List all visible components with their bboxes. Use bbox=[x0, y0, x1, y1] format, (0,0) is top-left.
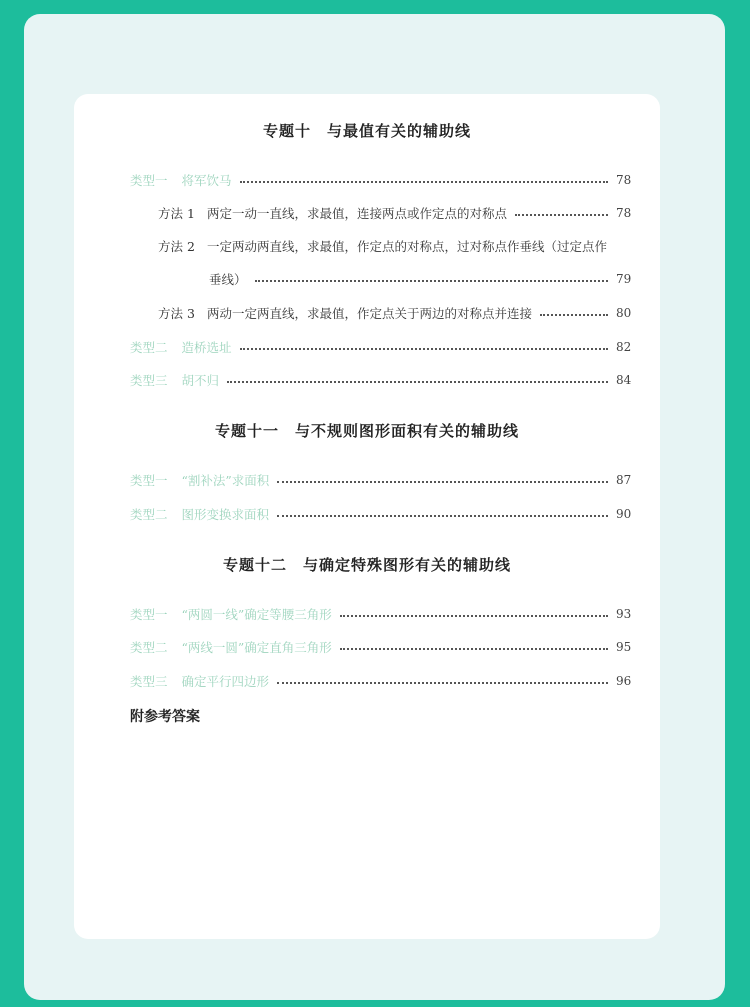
page-number: 95 bbox=[616, 640, 632, 654]
leader-dots bbox=[240, 181, 608, 183]
toc-entry[interactable] bbox=[158, 236, 630, 256]
leader-dots bbox=[227, 381, 608, 383]
leader-dots bbox=[277, 481, 608, 483]
entry-label: 类型二 bbox=[130, 640, 168, 655]
toc-entry[interactable] bbox=[130, 170, 630, 190]
entry-label: 方法 3 bbox=[158, 306, 195, 321]
toc-entry[interactable] bbox=[130, 337, 630, 357]
entry-label: 类型三 bbox=[130, 373, 168, 388]
toc-entry[interactable] bbox=[158, 203, 630, 223]
entry-label: 类型一 bbox=[130, 607, 168, 622]
toc-entry-continuation[interactable] bbox=[209, 269, 630, 289]
section-title: 专题十 与最值有关的辅助线 bbox=[262, 122, 471, 140]
entry-label: 类型二 bbox=[130, 340, 168, 355]
page-number: 80 bbox=[616, 306, 632, 320]
toc-entry[interactable] bbox=[130, 504, 630, 524]
page-number: 78 bbox=[616, 173, 632, 187]
leader-dots bbox=[340, 615, 608, 617]
entry-text: “两圆一线”确定等腰三角形 bbox=[181, 607, 332, 622]
entry-label: 类型一 bbox=[130, 173, 168, 188]
toc-entry[interactable] bbox=[130, 470, 630, 490]
entry-label: 类型二 bbox=[130, 507, 168, 522]
contents-page bbox=[74, 94, 660, 939]
entry-text: “两线一圆”确定直角三角形 bbox=[181, 640, 332, 655]
page-number: 84 bbox=[616, 373, 632, 387]
leader-dots bbox=[540, 314, 608, 316]
page-number: 90 bbox=[616, 507, 632, 521]
page-number: 96 bbox=[616, 674, 632, 688]
leader-dots bbox=[277, 682, 608, 684]
section-title: 专题十二 与确定特殊图形有关的辅助线 bbox=[222, 556, 511, 574]
toc-entry[interactable] bbox=[130, 370, 630, 390]
leader-dots bbox=[277, 515, 608, 517]
entry-text: 图形变换求面积 bbox=[181, 507, 270, 522]
toc-entry[interactable] bbox=[130, 637, 630, 657]
entry-text: “割补法”求面积 bbox=[181, 473, 270, 488]
entry-text: 一定两动两直线，求最值，作定点的对称点，过对称点作垂线（过定点作 bbox=[206, 239, 607, 254]
entry-label: 类型一 bbox=[130, 473, 168, 488]
page-number: 78 bbox=[616, 206, 632, 220]
entry-label: 方法 2 bbox=[158, 239, 195, 254]
entry-label: 类型三 bbox=[130, 674, 168, 689]
toc-entry[interactable] bbox=[158, 303, 630, 323]
leader-dots bbox=[255, 280, 608, 282]
page-number: 82 bbox=[616, 340, 632, 354]
toc-entry[interactable] bbox=[130, 604, 630, 624]
entry-text: 垂线） bbox=[209, 272, 247, 287]
entry-text: 造桥选址 bbox=[181, 340, 232, 355]
leader-dots bbox=[515, 214, 608, 216]
page-number: 79 bbox=[616, 272, 632, 286]
appendix-answers-link[interactable]: 附参考答案 bbox=[130, 709, 200, 725]
leader-dots bbox=[340, 648, 608, 650]
entry-text: 将军饮马 bbox=[181, 173, 232, 188]
page-number: 87 bbox=[616, 473, 632, 487]
entry-text: 两定一动一直线，求最值，连接两点或作定点的对称点 bbox=[206, 206, 507, 221]
page-number: 93 bbox=[616, 607, 632, 621]
entry-label: 方法 1 bbox=[158, 206, 195, 221]
entry-text: 胡不归 bbox=[181, 373, 220, 388]
entry-text: 两动一定两直线，求最值，作定点关于两边的对称点并连接 bbox=[206, 306, 532, 321]
section-title: 专题十一 与不规则图形面积有关的辅助线 bbox=[214, 422, 519, 440]
leader-dots bbox=[240, 348, 608, 350]
toc-entry[interactable] bbox=[130, 671, 630, 691]
entry-text: 确定平行四边形 bbox=[181, 674, 270, 689]
